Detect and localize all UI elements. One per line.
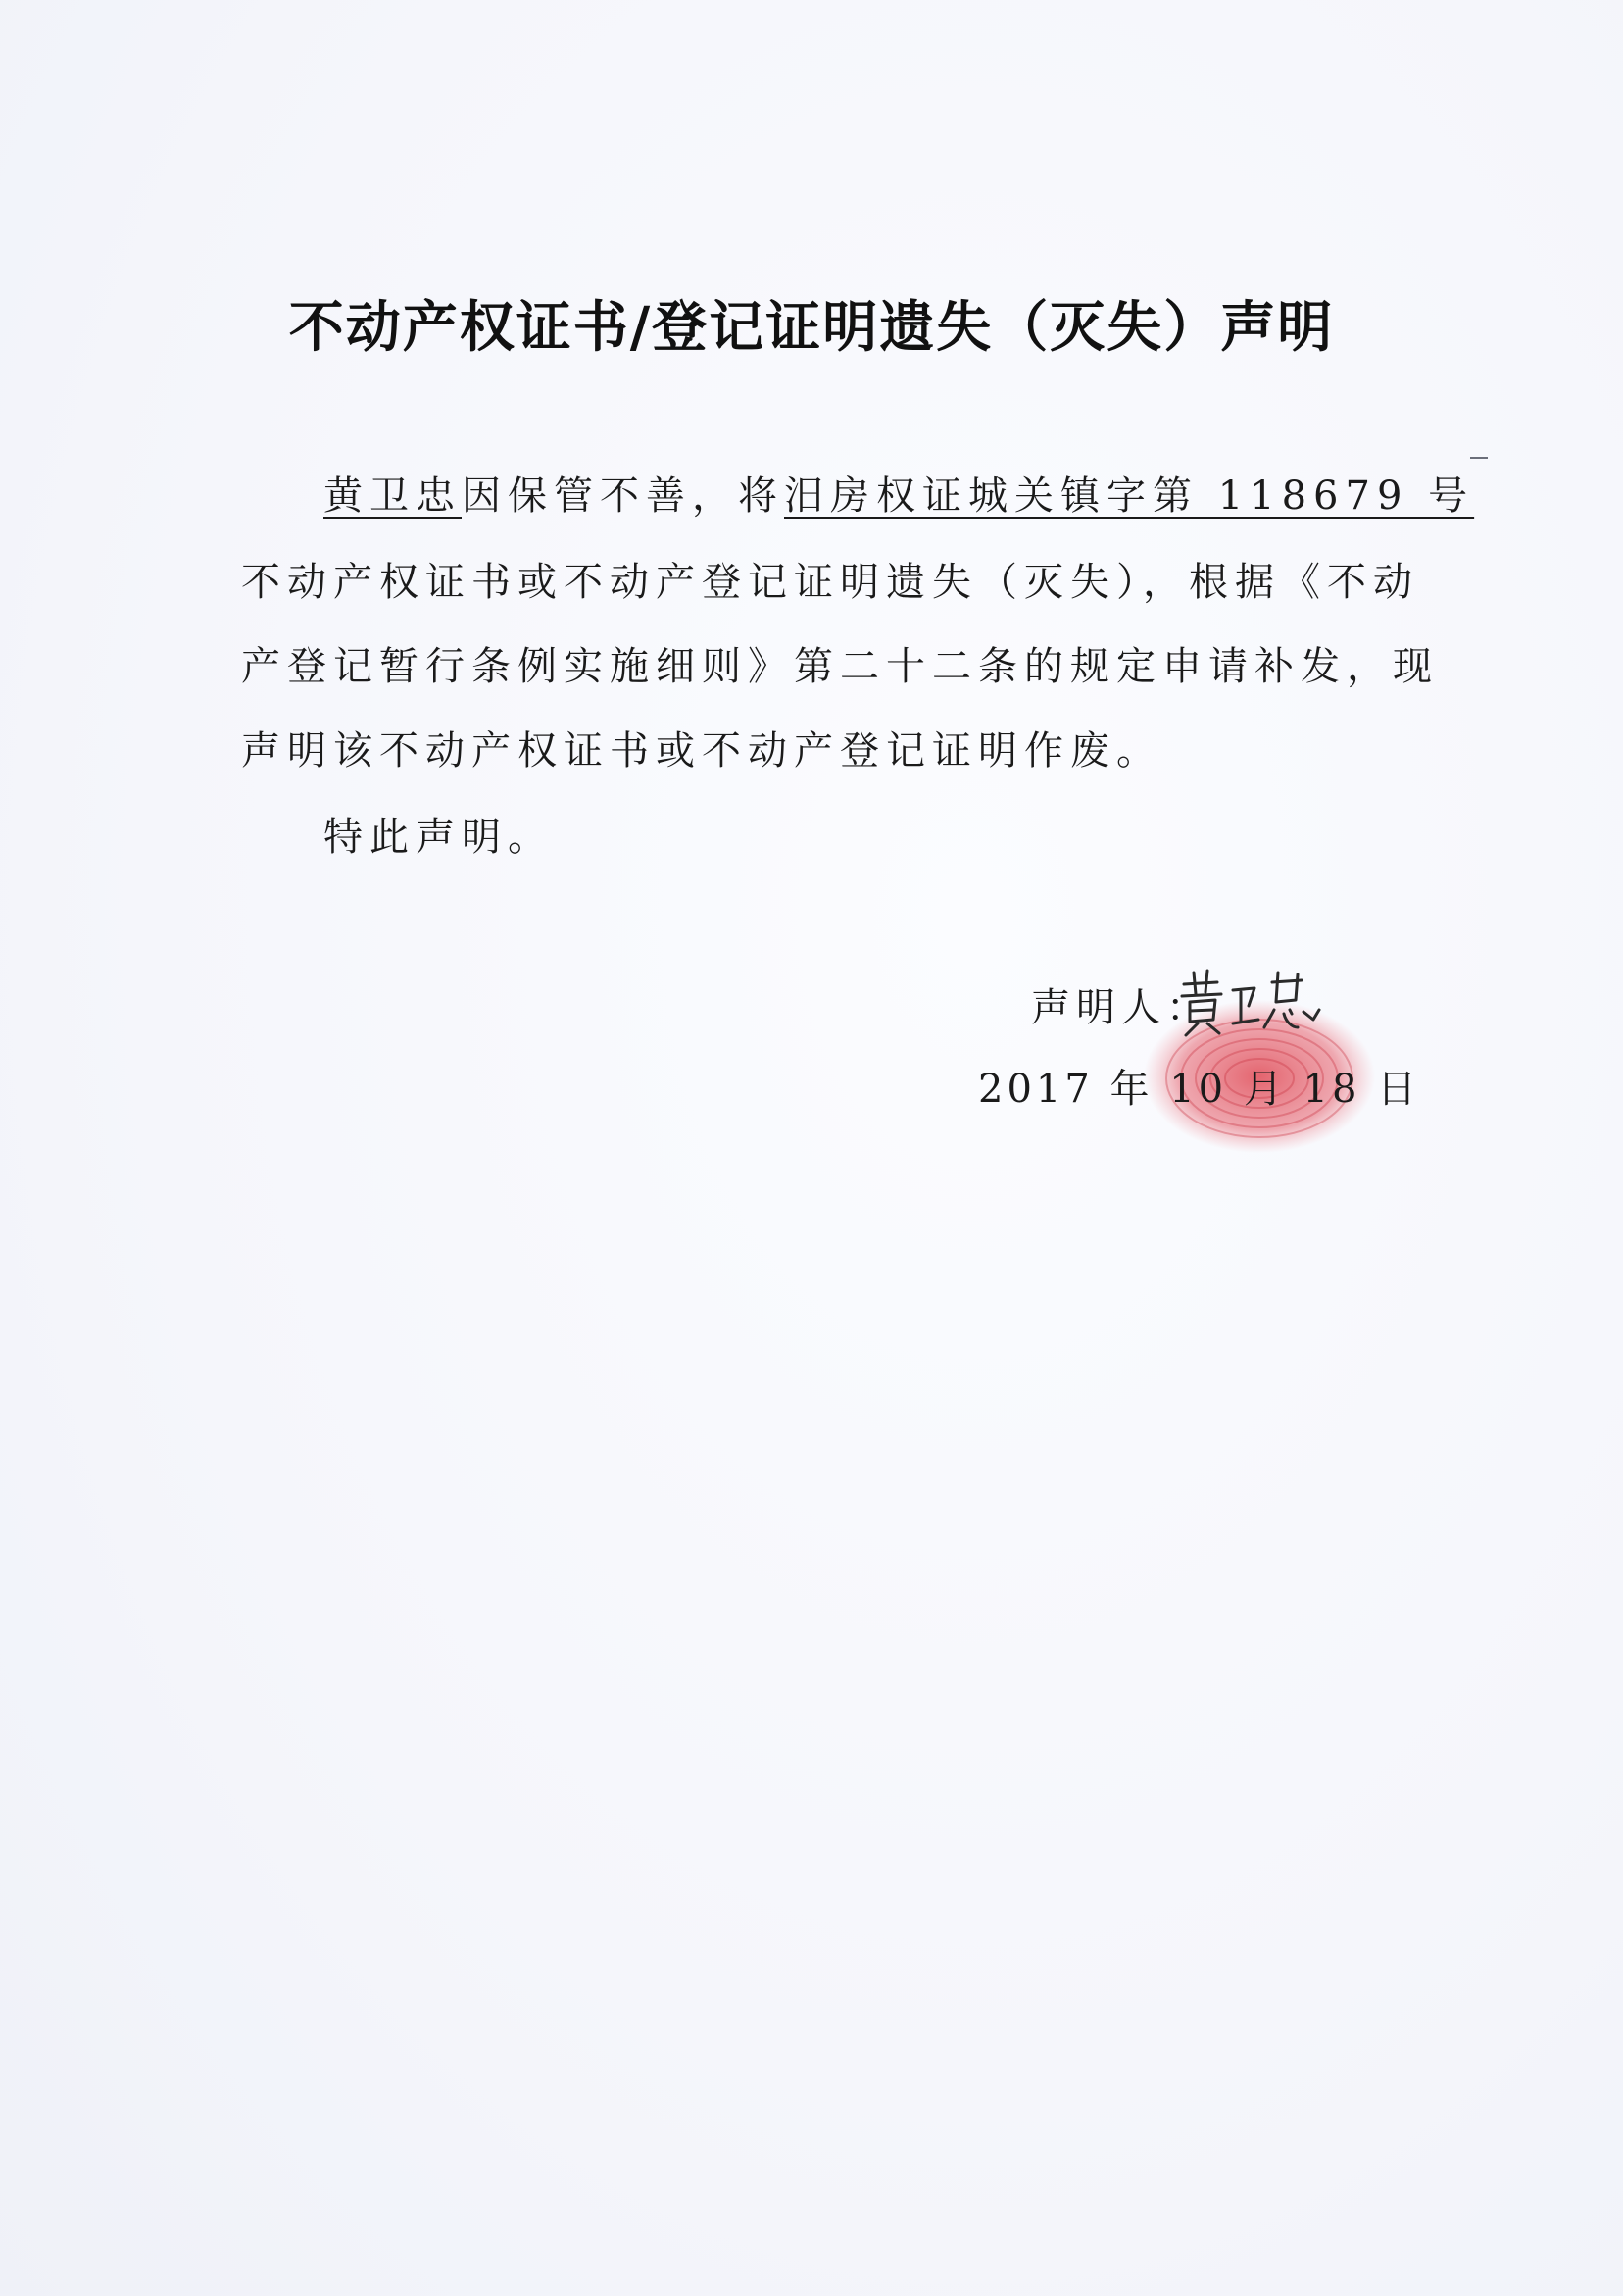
body-line-3: 产登记暂行条例实施细则》第二十二条的规定申请补发，现 — [241, 644, 1439, 689]
body-text-reason: 因保管不善，将 — [462, 474, 784, 519]
closing-statement: 特此声明。 — [323, 815, 554, 860]
body-line-1 — [323, 469, 1475, 524]
declaration-date: 2017 年 10 月 18 日 — [978, 1067, 1421, 1112]
handwritten-signature — [1176, 963, 1323, 1041]
body-line-4: 声明该不动产权证书或不动产登记证明作废。 — [241, 728, 1162, 774]
document-title: 不动产权证书/登记证明遗失（灭失）声明 — [288, 296, 1335, 360]
certificate-number: 汨房权证城关镇字第 118679 号 — [784, 474, 1475, 519]
scan-artifact-mark — [1470, 457, 1488, 459]
declarant-name: 黄卫忠 — [323, 474, 462, 519]
body-line-2: 不动产权证书或不动产登记证明遗失（灭失），根据《不动 — [241, 560, 1419, 605]
declarant-signature-label: 声明人： — [1031, 985, 1211, 1030]
